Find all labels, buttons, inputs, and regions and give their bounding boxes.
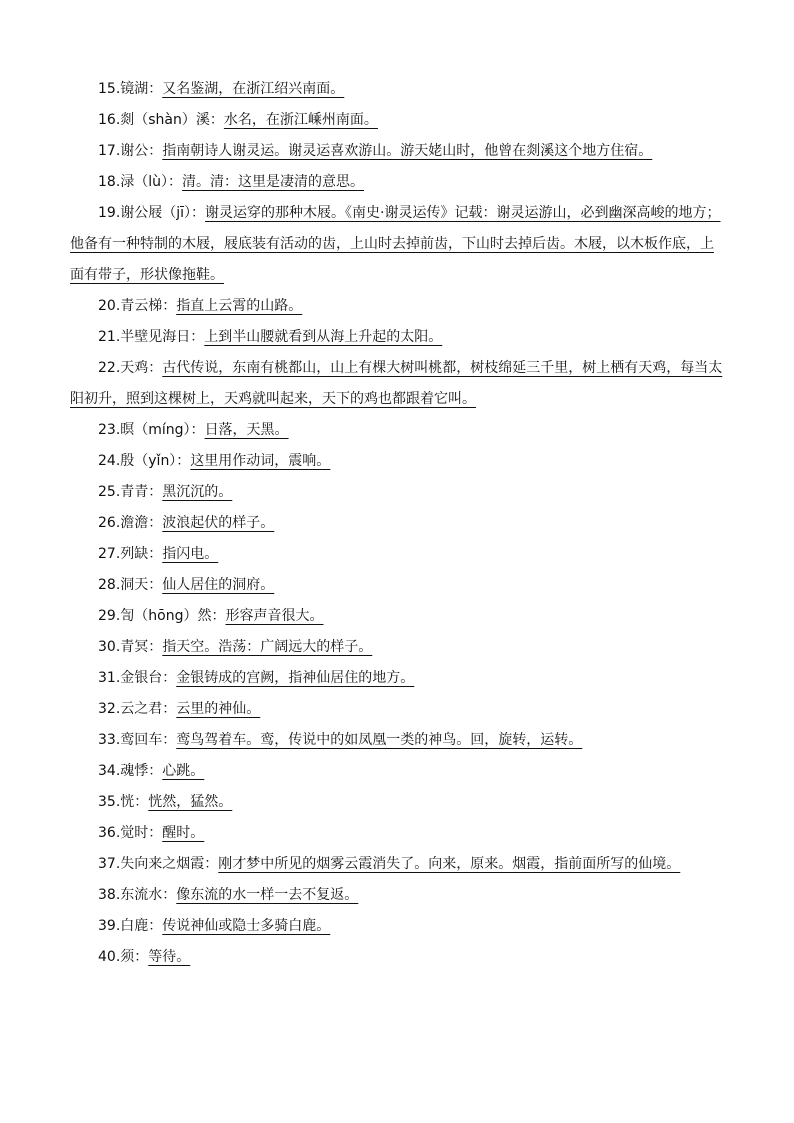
annotation-definition: 水名，在浙江嵊州南面。 [223, 112, 378, 128]
annotation-definition: 等待。 [148, 949, 191, 965]
annotation-term: 16.剡（shàn）溪： [98, 112, 224, 128]
annotation-term: 15.镜湖： [98, 81, 163, 97]
annotation-term: 40.须： [98, 949, 149, 965]
annotation-entry [70, 601, 726, 632]
annotation-entry [70, 446, 726, 477]
annotation-term: 32.云之君： [98, 701, 177, 717]
annotation-term: 22.天鸡： [98, 360, 163, 376]
annotation-term: 36.觉时： [98, 825, 163, 841]
annotation-definition: 指闪电。 [162, 546, 219, 562]
annotation-definition: 金银铸成的宫阙，指神仙居住的地方。 [176, 670, 415, 686]
annotation-entry [70, 818, 726, 849]
annotation-entry [70, 756, 726, 787]
annotation-definition: 黑沉沉的。 [162, 484, 233, 500]
annotation-definition: 仙人居住的洞府。 [162, 577, 275, 593]
annotation-term: 35.恍： [98, 794, 149, 810]
annotation-entry [70, 725, 726, 756]
annotation-term: 23.暝（míng）： [98, 422, 205, 438]
annotation-definition: 谢灵运穿的那种木屐。《南史·谢灵运传》记载：谢灵运游山，必到幽深高峻的地方；他备有一种特制的木屐，屐底装有活动的齿，上山时去掉前齿，下山时去掉后齿。木屐，以木板作底，上面有带子，形状像拖鞋。 [70, 205, 721, 283]
annotation-definition: 心跳。 [162, 763, 205, 779]
annotation-term: 31.金银台： [98, 670, 177, 686]
annotation-definition: 传说神仙或隐士多骑白鹿。 [162, 918, 331, 934]
annotation-entry [70, 198, 726, 291]
annotation-term: 33.鸾回车： [98, 732, 177, 748]
annotation-entry [70, 508, 726, 539]
annotation-definition: 刚才梦中所见的烟雾云霞消失了。向来，原来。烟霞，指前面所写的仙境。 [218, 856, 681, 872]
annotation-entry [70, 849, 726, 880]
annotation-term: 26.澹澹： [98, 515, 163, 531]
annotation-term: 19.谢公屐（jī）： [98, 205, 206, 221]
annotation-entry [70, 291, 726, 322]
annotation-definition: 指天空。浩荡：广阔远大的样子。 [162, 639, 373, 655]
annotation-term: 21.半壁见海日： [98, 329, 205, 345]
annotation-term: 30.青冥： [98, 639, 163, 655]
annotation-definition: 指直上云霄的山路。 [176, 298, 303, 314]
annotation-term: 24.殷（yǐn）： [98, 453, 191, 469]
annotation-entry [70, 911, 726, 942]
annotation-entry [70, 632, 726, 663]
annotation-term: 34.魂悸： [98, 763, 163, 779]
annotation-term: 38.东流水： [98, 887, 177, 903]
annotation-term: 18.渌（lù）： [98, 174, 183, 190]
annotation-term: 17.谢公： [98, 143, 163, 159]
annotation-entry [70, 167, 726, 198]
annotation-entry [70, 322, 726, 353]
annotation-entry [70, 105, 726, 136]
annotation-entry [70, 787, 726, 818]
annotation-term: 28.洞天： [98, 577, 163, 593]
annotation-entry [70, 694, 726, 725]
annotation-entry [70, 477, 726, 508]
annotation-definition: 恍然，猛然。 [148, 794, 233, 810]
annotation-definition: 这里用作动词，震响。 [190, 453, 331, 469]
annotation-definition: 醒时。 [162, 825, 205, 841]
annotation-definition: 形容声音很大。 [225, 608, 324, 624]
annotation-entry [70, 415, 726, 446]
annotation-term: 29.訇（hōng）然： [98, 608, 226, 624]
annotation-definition: 像东流的水一样一去不复返。 [176, 887, 359, 903]
annotation-definition: 云里的神仙。 [176, 701, 261, 717]
annotation-entry [70, 880, 726, 911]
annotation-entry [70, 539, 726, 570]
annotation-list [70, 74, 726, 973]
annotation-entry [70, 353, 726, 415]
annotation-entry [70, 74, 726, 105]
annotation-definition: 波浪起伏的样子。 [162, 515, 275, 531]
annotation-entry [70, 663, 726, 694]
annotation-definition: 又名鉴湖，在浙江绍兴南面。 [162, 81, 345, 97]
annotation-definition: 鸾鸟驾着车。鸾，传说中的如凤凰一类的神鸟。回，旋转，运转。 [176, 732, 583, 748]
annotation-term: 27.列缺： [98, 546, 163, 562]
annotation-entry [70, 136, 726, 167]
annotation-term: 37.失向来之烟霞： [98, 856, 219, 872]
annotation-term: 25.青青： [98, 484, 163, 500]
annotation-definition: 日落，天黑。 [204, 422, 289, 438]
annotation-entry [70, 942, 726, 973]
annotation-definition: 清。清：这里是凄清的意思。 [182, 174, 365, 190]
annotation-term: 20.青云梯： [98, 298, 177, 314]
annotation-definition: 古代传说，东南有桃都山，山上有棵大树叫桃都，树枝绵延三千里，树上栖有天鸡，每当太阳初升，照到这棵树上，天鸡就叫起来，天下的鸡也都跟着它叫。 [70, 360, 723, 407]
annotation-definition: 上到半山腰就看到从海上升起的太阳。 [204, 329, 443, 345]
annotation-term: 39.白鹿： [98, 918, 163, 934]
annotation-entry [70, 570, 726, 601]
annotation-definition: 指南朝诗人谢灵运。谢灵运喜欢游山。游天姥山时，他曾在剡溪这个地方住宿。 [162, 143, 653, 159]
